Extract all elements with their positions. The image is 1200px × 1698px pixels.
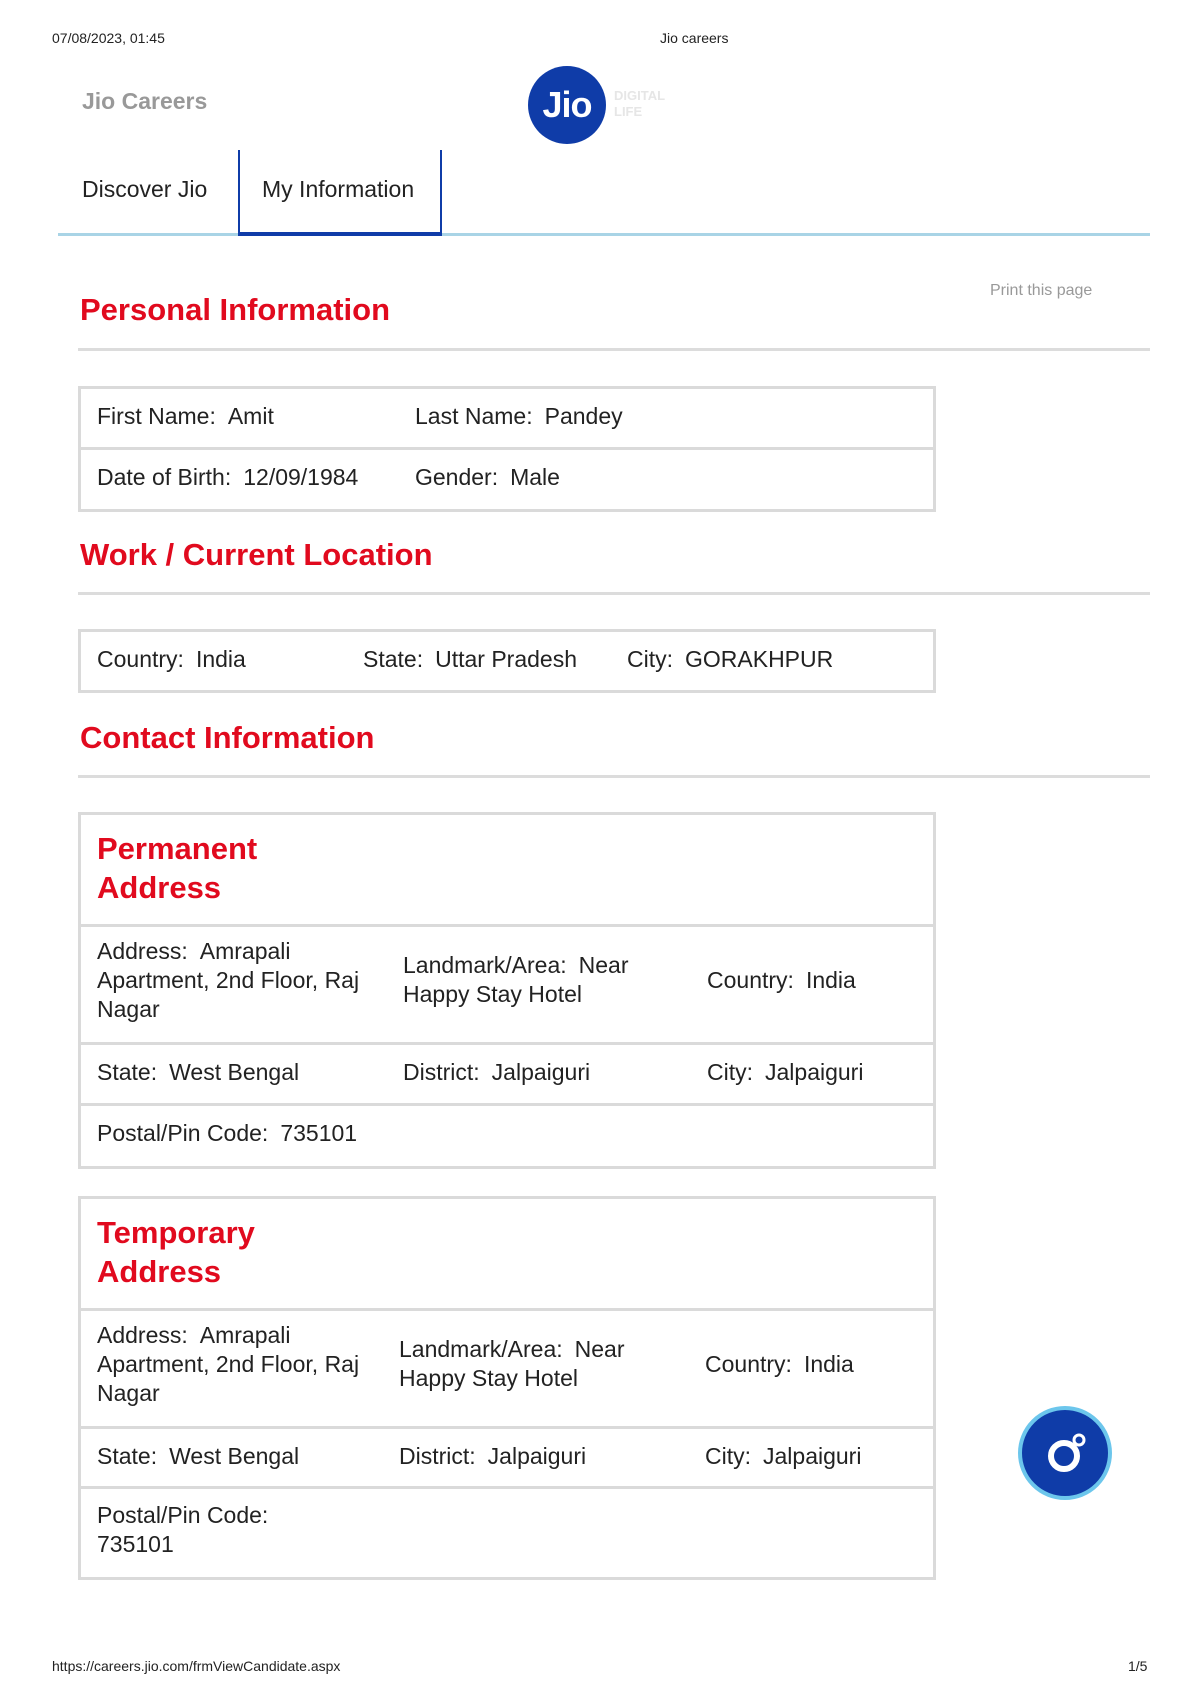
- logo-tagline: [614, 88, 665, 120]
- work-city-value: GORAKHPUR: [685, 646, 834, 672]
- temporary-country-label: Country:: [705, 1351, 792, 1377]
- tab-discover-jio[interactable]: Discover Jio: [82, 176, 208, 202]
- print-datetime: 07/08/2023, 01:45: [52, 30, 165, 46]
- first-name-label: First Name:: [97, 403, 216, 429]
- temporary-address-label: Address:: [97, 1322, 188, 1348]
- permanent-landmark-line2: Happy Stay Hotel: [403, 981, 582, 1007]
- work-location-title: Work / Current Location: [80, 537, 433, 572]
- permanent-district-field: [403, 1059, 590, 1086]
- temporary-state-value: West Bengal: [169, 1443, 300, 1469]
- gender-field: [415, 464, 560, 491]
- temporary-city-field: [705, 1443, 861, 1470]
- permanent-postal-value: 735101: [280, 1120, 358, 1146]
- gender-value: Male: [510, 464, 560, 490]
- temporary-state-field: [97, 1443, 299, 1470]
- print-page-link[interactable]: Print this page: [990, 282, 1093, 299]
- personal-info-box: [78, 386, 936, 512]
- tab-my-information[interactable]: My Information: [238, 150, 442, 236]
- work-state-value: Uttar Pradesh: [435, 646, 578, 672]
- temporary-address-line1: Amrapali: [199, 1322, 291, 1348]
- temporary-address-line2: Apartment, 2nd Floor, Raj: [97, 1351, 360, 1377]
- permanent-address-heading: [81, 815, 933, 927]
- permanent-landmark-line1: Near: [578, 952, 629, 978]
- print-header: [0, 30, 1200, 50]
- chat-assistant-icon: [1042, 1430, 1090, 1478]
- temporary-district-label: District:: [399, 1443, 476, 1469]
- section-divider: [78, 348, 1150, 351]
- first-name-value: Amit: [227, 403, 274, 429]
- temporary-city-label: City:: [705, 1443, 751, 1469]
- work-city-field: [627, 646, 833, 673]
- temporary-country-value: India: [803, 1351, 854, 1377]
- permanent-city-label: City:: [707, 1059, 753, 1085]
- permanent-heading-line2: Address: [97, 870, 222, 905]
- permanent-country-field: [707, 967, 856, 994]
- permanent-address-line3: Nagar: [97, 996, 160, 1022]
- permanent-city-field: [707, 1059, 863, 1086]
- work-location-box: [78, 629, 936, 693]
- gender-label: Gender:: [415, 464, 499, 490]
- permanent-row-postal: [81, 1106, 933, 1166]
- work-row: [81, 632, 933, 690]
- temporary-postal-field: [97, 1501, 268, 1559]
- dob-field: [97, 464, 358, 491]
- permanent-city-value: Jalpaiguri: [765, 1059, 864, 1085]
- temporary-row-address: [81, 1311, 933, 1429]
- first-name-field: [97, 403, 274, 430]
- permanent-state-value: West Bengal: [169, 1059, 300, 1085]
- personal-row-name: [81, 389, 933, 450]
- permanent-row-address: [81, 927, 933, 1045]
- permanent-landmark-label: Landmark/Area:: [403, 952, 567, 978]
- work-country-label: Country:: [97, 646, 184, 672]
- temporary-address-heading: [81, 1199, 933, 1311]
- last-name-label: Last Name:: [415, 403, 533, 429]
- permanent-postal-label: Postal/Pin Code:: [97, 1120, 269, 1146]
- logo-tagline-line1: DIGITAL: [614, 88, 666, 103]
- permanent-address-box: [78, 812, 936, 1169]
- print-page-title: Jio careers: [660, 30, 729, 46]
- print-page-number: 1/5: [1128, 1658, 1148, 1674]
- temporary-state-label: State:: [97, 1443, 158, 1469]
- permanent-address-line1: Amrapali: [199, 938, 291, 964]
- personal-info-title: Personal Information: [80, 292, 391, 327]
- temporary-landmark-field: [399, 1335, 625, 1393]
- permanent-address-line2: Apartment, 2nd Floor, Raj: [97, 967, 360, 993]
- section-divider: [78, 775, 1150, 778]
- temporary-heading-line2: Address: [97, 1254, 222, 1289]
- temporary-district-field: [399, 1443, 586, 1470]
- dob-value: 12/09/1984: [243, 464, 359, 490]
- work-city-label: City:: [627, 646, 673, 672]
- temporary-landmark-label: Landmark/Area:: [399, 1336, 563, 1362]
- permanent-state-label: State:: [97, 1059, 158, 1085]
- permanent-district-label: District:: [403, 1059, 480, 1085]
- jio-logo[interactable]: [528, 66, 606, 144]
- work-state-label: State:: [363, 646, 424, 672]
- permanent-district-value: Jalpaiguri: [491, 1059, 591, 1085]
- permanent-address-field: [97, 937, 387, 1024]
- work-state-field: [363, 646, 577, 673]
- site-title[interactable]: Jio Careers: [82, 88, 208, 114]
- work-country-field: [97, 646, 246, 673]
- print-page-url: https://careers.jio.com/frmViewCandidate.aspx: [52, 1658, 341, 1674]
- temporary-postal-value: 735101: [97, 1531, 174, 1557]
- temporary-country-field: [705, 1351, 854, 1378]
- permanent-postal-field: [97, 1120, 357, 1147]
- main-tabs: [58, 150, 1150, 236]
- permanent-landmark-field: [403, 951, 629, 1009]
- chat-assistant-button[interactable]: [1018, 1406, 1112, 1500]
- last-name-field: [415, 403, 623, 430]
- personal-row-dob: [81, 450, 933, 509]
- temporary-address-line3: Nagar: [97, 1380, 160, 1406]
- permanent-row-state: [81, 1045, 933, 1106]
- temporary-city-value: Jalpaiguri: [763, 1443, 862, 1469]
- permanent-heading-line1: Permanent: [97, 831, 258, 866]
- permanent-country-label: Country:: [707, 967, 794, 993]
- temporary-heading-line1: Temporary: [97, 1215, 255, 1250]
- temporary-district-value: Jalpaiguri: [487, 1443, 587, 1469]
- dob-label: Date of Birth:: [97, 464, 232, 490]
- temporary-row-postal: [81, 1489, 933, 1577]
- contact-info-title: Contact Information: [80, 720, 375, 755]
- temporary-row-state: [81, 1429, 933, 1489]
- logo-tagline-line2: LIFE: [614, 104, 643, 119]
- temporary-landmark-line2: Happy Stay Hotel: [399, 1365, 578, 1391]
- section-divider: [78, 592, 1150, 595]
- permanent-address-label: Address:: [97, 938, 188, 964]
- temporary-address-box: [78, 1196, 936, 1580]
- last-name-value: Pandey: [544, 403, 623, 429]
- permanent-state-field: [97, 1059, 299, 1086]
- temporary-address-field: [97, 1321, 387, 1408]
- logo-text: Jio: [542, 84, 592, 125]
- temporary-landmark-line1: Near: [574, 1336, 625, 1362]
- permanent-country-value: India: [805, 967, 856, 993]
- work-country-value: India: [195, 646, 246, 672]
- temporary-postal-label: Postal/Pin Code:: [97, 1502, 269, 1528]
